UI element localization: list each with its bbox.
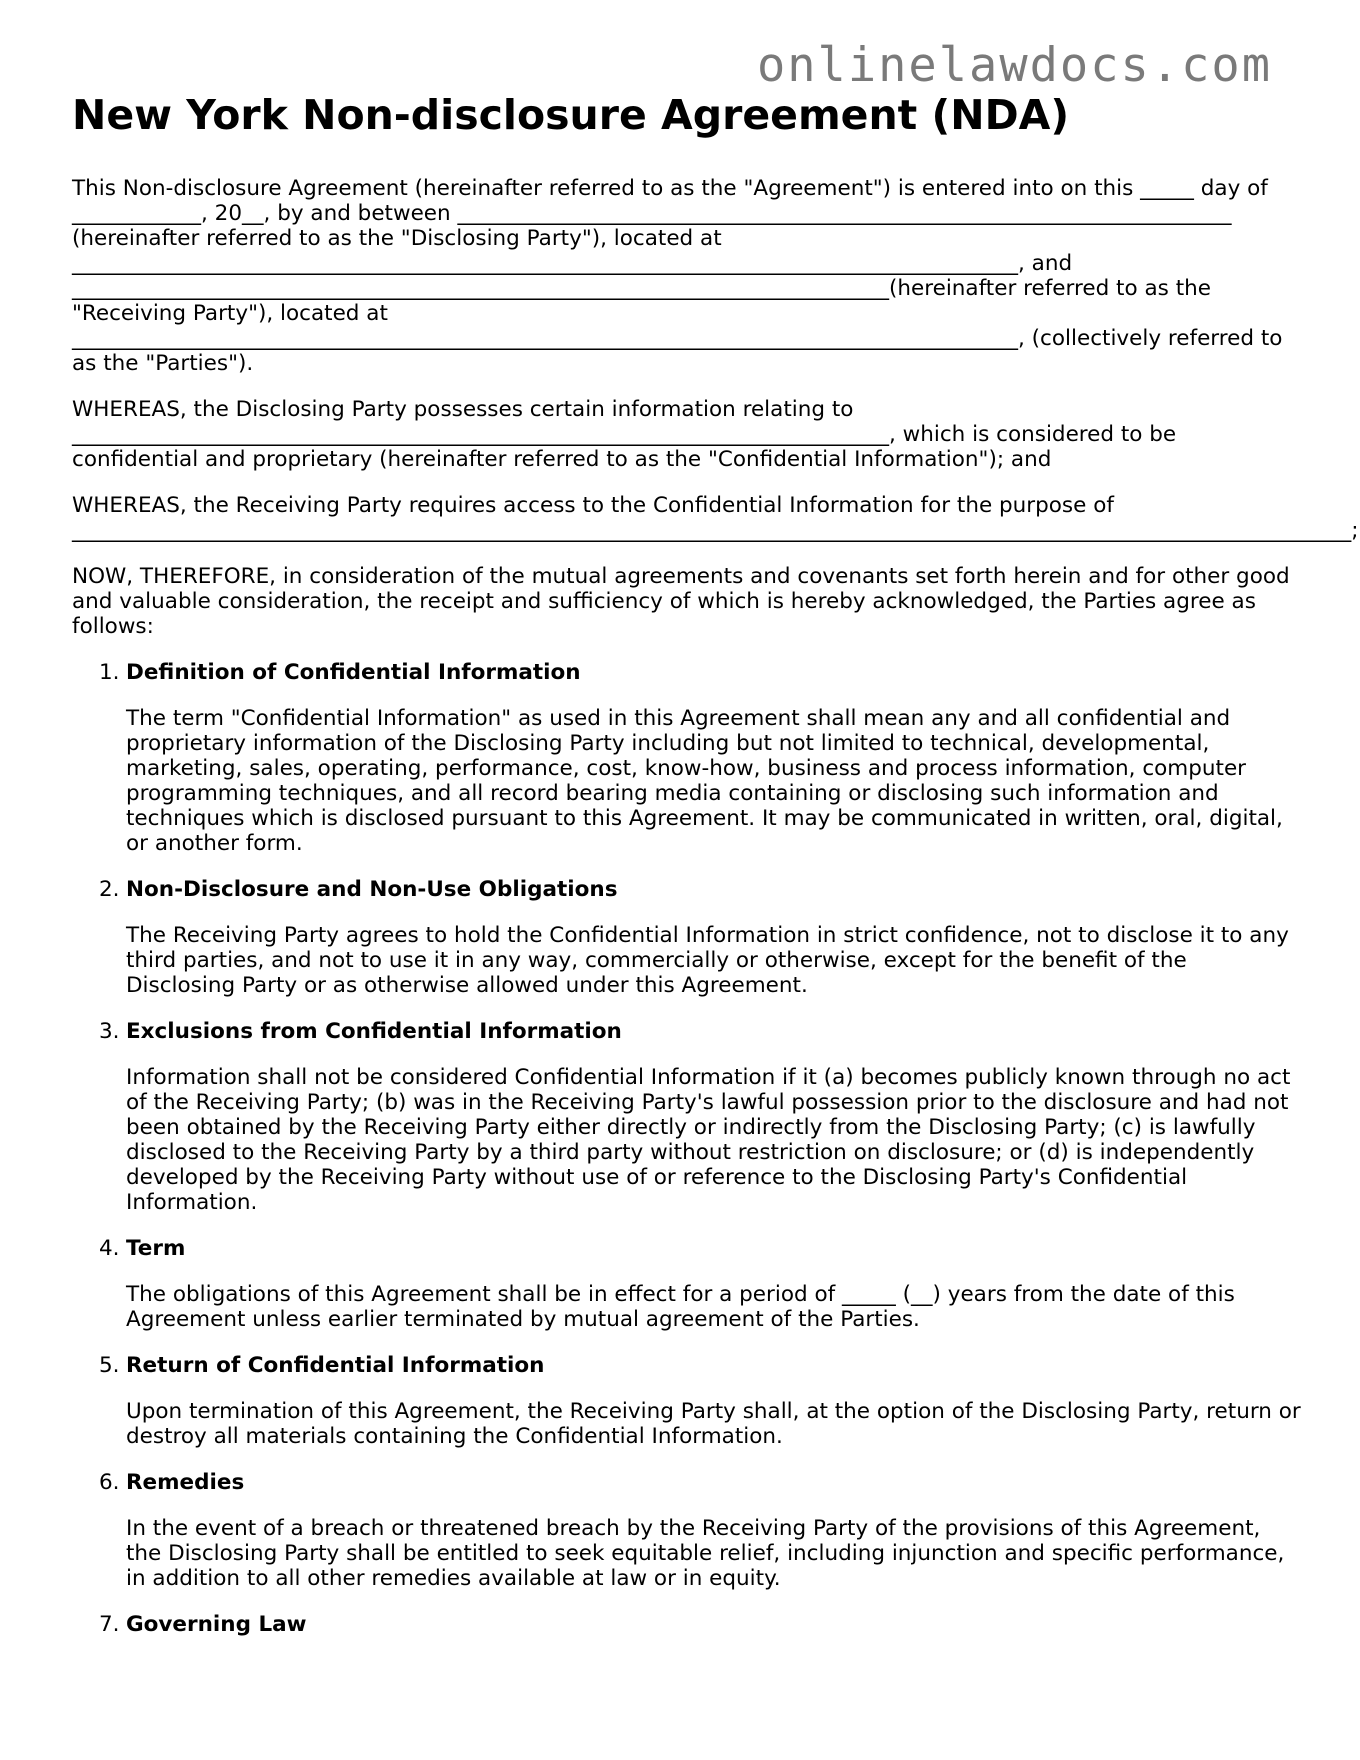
- section-title: Exclusions from Confidential Information: [126, 1019, 622, 1044]
- section-body-line: Information shall not be considered Confidential Information if it (a) becomes publicly known through no act: [126, 1065, 1291, 1090]
- section-number: 4.: [99, 1236, 120, 1261]
- section-item: [72, 877, 1292, 998]
- section-title: Return of Confidential Information: [126, 1353, 545, 1378]
- whereas-line: WHEREAS, the Disclosing Party possesses certain information relating to: [72, 397, 854, 422]
- section-number: 7.: [99, 1612, 120, 1637]
- intro-line: (hereinafter referred to as the "Disclosing Party"), located at: [72, 226, 722, 251]
- now-therefore-line: NOW, THEREFORE, in consideration of the mutual agreements and covenants set forth herein and for other good: [72, 564, 1290, 589]
- section-body-line: or another form.: [126, 831, 303, 856]
- section-body-line: The obligations of this Agreement shall be in effect for a period of _____ (__) years from the date of this: [126, 1282, 1235, 1307]
- section-body-line: of the Receiving Party; (b) was in the Receiving Party's lawful possession prior to the disclosure and had not: [126, 1090, 1289, 1115]
- intro-line: ____________, 20__, by and between ________________________________________________________________________: [72, 201, 1232, 226]
- intro-line: ____________________________________________________________________________(hereinafter referred to as the: [72, 276, 1211, 301]
- intro-line: as the "Parties").: [72, 351, 254, 376]
- section-body-line: in addition to all other remedies available at law or in equity.: [126, 1566, 781, 1591]
- section-body-line: Information.: [126, 1190, 258, 1215]
- section-body: [126, 1516, 1292, 1591]
- whereas-line: confidential and proprietary (hereinafter referred to as the "Confidential Information"); and: [72, 447, 1052, 472]
- document: [72, 88, 1359, 1658]
- now-therefore-paragraph: [72, 564, 1292, 639]
- section-list: [72, 660, 1301, 1637]
- intro-paragraph: [72, 176, 1292, 376]
- whereas-paragraph-1: [72, 397, 1292, 472]
- watermark: onlinelawdocs.com: [756, 38, 1272, 93]
- whereas-line: ____________________________________________________________________________, which is considered to be: [72, 422, 1177, 447]
- section-body-line: marketing, sales, operating, performance, cost, know-how, business and process information, computer: [126, 756, 1247, 781]
- section-body-line: Disclosing Party or as otherwise allowed under this Agreement.: [126, 973, 808, 998]
- now-therefore-line: and valuable consideration, the receipt and sufficiency of which is hereby acknowledged, the Parties agree as: [72, 589, 1256, 614]
- section-body: [126, 1065, 1292, 1215]
- section-body-line: The Receiving Party agrees to hold the Confidential Information in strict confidence, not to disclose it to any: [126, 923, 1289, 948]
- section-body-line: In the event of a breach or threatened breach by the Receiving Party of the provisions of this Agreement,: [126, 1516, 1261, 1541]
- section-item: [72, 1470, 1292, 1591]
- intro-line: This Non-disclosure Agreement (hereinafter referred to as the "Agreement") is entered into on this _____ day of: [72, 176, 1268, 201]
- section-number: 5.: [99, 1353, 120, 1378]
- section-body-line: been obtained by the Receiving Party either directly or indirectly from the Disclosing Party; (c) is lawfully: [126, 1115, 1256, 1140]
- section-number: 3.: [99, 1019, 120, 1044]
- section-body-line: proprietary information of the Disclosing Party including but not limited to technical, developmental,: [126, 731, 1210, 756]
- section-item: [72, 1236, 1292, 1332]
- section-body: [126, 706, 1292, 856]
- section-body: [126, 1282, 1292, 1332]
- section-title: Governing Law: [126, 1612, 307, 1637]
- section-body-line: techniques which is disclosed pursuant to this Agreement. It may be communicated in written, oral, digital,: [126, 806, 1283, 831]
- section-title: Non-Disclosure and Non-Use Obligations: [126, 877, 618, 902]
- intro-line: "Receiving Party"), located at: [72, 301, 388, 326]
- section-body: [126, 923, 1292, 998]
- section-item: [72, 1612, 1292, 1637]
- now-therefore-line: follows:: [72, 614, 154, 639]
- intro-line: ________________________________________________________________________________________, and: [72, 251, 1073, 276]
- whereas-line: WHEREAS, the Receiving Party requires access to the Confidential Information for the purpose of: [72, 493, 1114, 518]
- section-body-line: Agreement unless earlier terminated by mutual agreement of the Parties.: [126, 1307, 920, 1332]
- section-item: [72, 1353, 1301, 1449]
- section-body-line: the Disclosing Party shall be entitled to seek equitable relief, including injunction and specific performance,: [126, 1541, 1285, 1566]
- section-number: 1.: [99, 660, 120, 685]
- section-item: [72, 1019, 1292, 1215]
- whereas-paragraph-2: [72, 493, 1359, 543]
- section-body: [126, 1399, 1301, 1449]
- section-body-line: The term "Confidential Information" as used in this Agreement shall mean any and all confidential and: [126, 706, 1231, 731]
- section-number: 2.: [99, 877, 120, 902]
- document-title: New York Non-disclosure Agreement (NDA): [72, 91, 1070, 139]
- whereas-line: _______________________________________________________________________________________________________________________;: [72, 518, 1359, 543]
- section-body-line: destroy all materials containing the Confidential Information.: [126, 1424, 783, 1449]
- section-title: Definition of Confidential Information: [126, 660, 581, 685]
- section-body-line: disclosed to the Receiving Party by a third party without restriction on disclosure; or (d) is independently: [126, 1140, 1255, 1165]
- section-body-line: developed by the Receiving Party without use of or reference to the Disclosing Party's Confidential: [126, 1165, 1188, 1190]
- section-body-line: Upon termination of this Agreement, the Receiving Party shall, at the option of the Disclosing Party, return or: [126, 1399, 1301, 1424]
- section-title: Term: [126, 1236, 186, 1261]
- section-body-line: third parties, and not to use it in any way, commercially or otherwise, except for the benefit of the: [126, 948, 1187, 973]
- intro-line: ________________________________________________________________________________________, (collectively referred to: [72, 326, 1283, 351]
- section-title: Remedies: [126, 1470, 245, 1495]
- section-number: 6.: [99, 1470, 120, 1495]
- section-item: [72, 660, 1292, 856]
- section-body-line: programming techniques, and all record bearing media containing or disclosing such information and: [126, 781, 1219, 806]
